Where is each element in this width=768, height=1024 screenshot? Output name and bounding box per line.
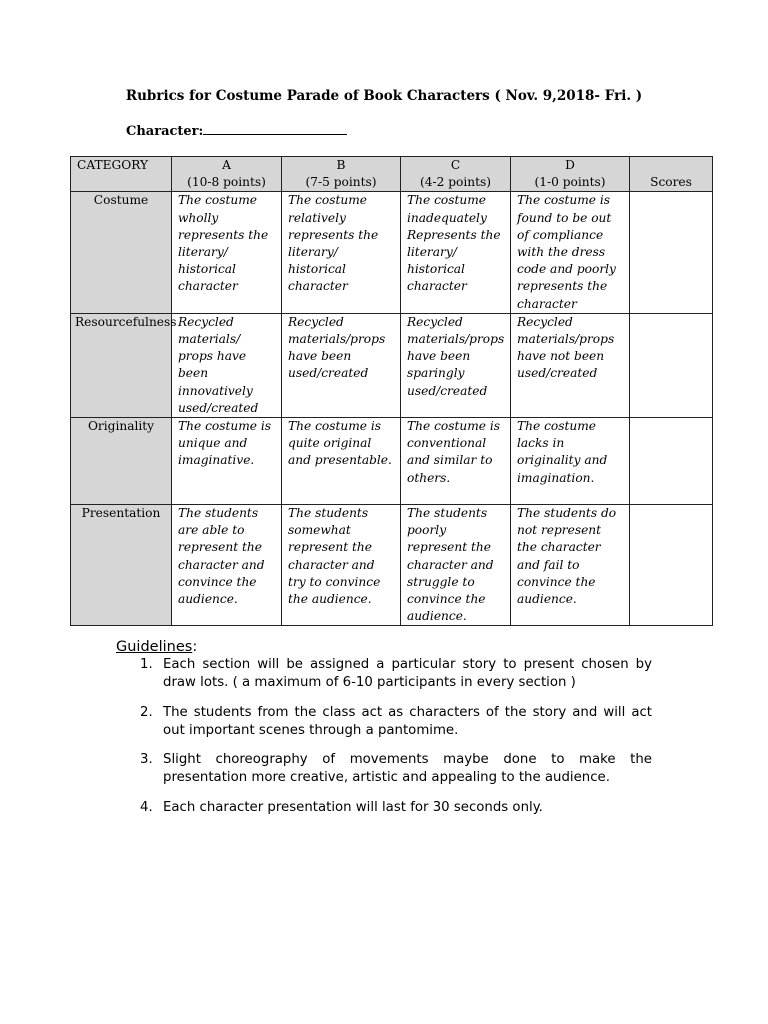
- header-a: [172, 157, 282, 192]
- header-scores-label: Scores: [650, 175, 692, 190]
- header-category-label: CATEGORY: [77, 158, 149, 172]
- guidelines-title: Guidelines: [116, 639, 193, 655]
- cell-c: The students poorly represent the character and struggle to convince the audience.: [401, 505, 511, 626]
- cell-a: The costume wholly represents the literary/ historical character: [172, 192, 282, 313]
- row-category: Originality: [71, 418, 172, 505]
- guideline-text: Each section will be assigned a particular story to present chosen by draw lots. ( a maximum of 6-10 participants in every section ): [163, 657, 652, 690]
- table-row-originality: [71, 418, 713, 505]
- character-label: Character:: [126, 124, 204, 139]
- header-c-label: C: [450, 158, 461, 172]
- guideline-text: Slight choreography of movements maybe done to make the presentation more creative, artistic and appealing to the audience.: [163, 752, 652, 785]
- document-title: Rubrics for Costume Parade of Book Characters ( Nov. 9,2018- Fri. ): [125, 88, 643, 104]
- cell-d: The costume lacks in originality and imagination.: [511, 418, 630, 505]
- header-row: [71, 157, 713, 192]
- table-row-costume: [71, 192, 713, 313]
- cell-a: The students are able to represent the character and convince the audience.: [172, 505, 282, 626]
- header-c-points: (4-2 points): [419, 175, 492, 190]
- rubric-table: [70, 156, 713, 626]
- cell-c: The costume is conventional and similar to others.: [401, 418, 511, 505]
- guideline-number: 3.: [140, 752, 153, 767]
- guideline-number: 2.: [140, 705, 153, 720]
- header-a-label: A: [222, 158, 231, 172]
- row-category: Costume: [71, 192, 172, 313]
- header-c: [401, 157, 511, 192]
- cell-score[interactable]: [630, 192, 713, 313]
- header-d-points: (1-0 points): [534, 175, 606, 190]
- cell-a: The costume is unique and imaginative.: [172, 418, 282, 505]
- header-d-label: D: [565, 158, 575, 172]
- header-scores: [630, 157, 713, 192]
- header-b-points: (7-5 points): [305, 175, 377, 190]
- cell-b: The costume is quite original and presentable.: [282, 418, 401, 505]
- cell-b: The costume relatively represents the literary/ historical character: [282, 192, 401, 313]
- guideline-text: The students from the class act as characters of the story and will act out important scenes through a pantomime.: [163, 705, 652, 738]
- guideline-text: Each character presentation will last for 30 seconds only.: [163, 800, 543, 815]
- row-category: Presentation: [71, 505, 172, 626]
- row-category: Resourcefulness: [71, 313, 172, 417]
- cell-score[interactable]: [630, 505, 713, 626]
- character-field: [126, 122, 347, 139]
- guidelines-heading: [116, 638, 197, 656]
- cell-c: Recycled materials/props have been sparingly used/created: [401, 313, 511, 417]
- character-blank-line: [203, 122, 347, 135]
- cell-d: The costume is found to be out of compliance with the dress code and poorly represents the character: [511, 192, 630, 313]
- table-row-presentation: [71, 505, 713, 626]
- guideline-number: 1.: [140, 657, 153, 672]
- cell-score[interactable]: [630, 313, 713, 417]
- header-a-points: (10-8 points): [187, 175, 266, 190]
- header-category: [71, 157, 172, 192]
- cell-score[interactable]: [630, 418, 713, 505]
- cell-d: The students do not represent the character and fail to convince the audience.: [511, 505, 630, 626]
- header-b: [282, 157, 401, 192]
- cell-b: The students somewhat represent the character and try to convince the audience.: [282, 505, 401, 626]
- cell-c: The costume inadequately Represents the literary/ historical character: [401, 192, 511, 313]
- header-b-label: B: [336, 158, 346, 172]
- guideline-number: 4.: [140, 800, 153, 815]
- table-row-resourcefulness: [71, 313, 713, 417]
- header-d: [511, 157, 630, 192]
- cell-a: Recycled materials/ props have been innovatively used/created: [172, 313, 282, 417]
- guidelines-colon: :: [192, 639, 198, 655]
- cell-b: Recycled materials/props have been used/created: [282, 313, 401, 417]
- cell-d: Recycled materials/props have not been used/created: [511, 313, 630, 417]
